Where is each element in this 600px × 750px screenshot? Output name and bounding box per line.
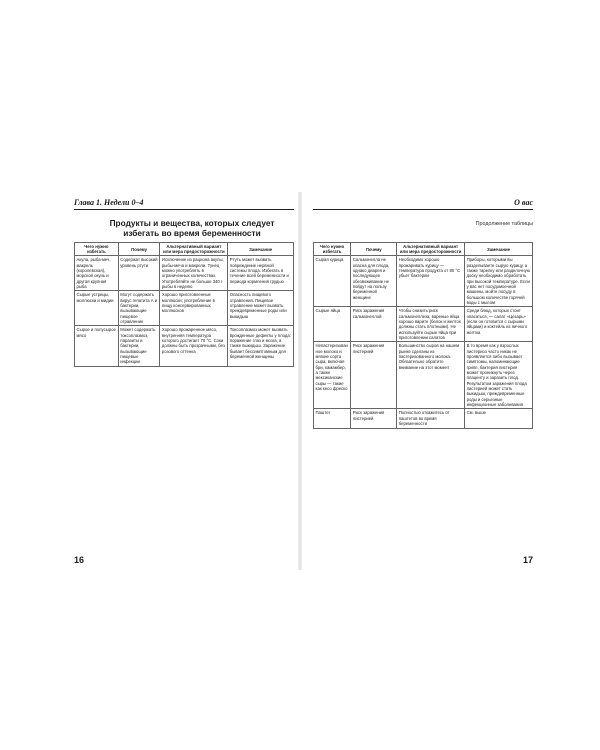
table-row — [314, 256, 533, 307]
table-cell: Чтобы снизить риск сальмонеллеза, вареные яйца хорошо варите (белок и желток должны стать плотными). Не используйте сырые яйца при приготовлении салатов — [397, 307, 465, 342]
table-cell: Содержат высокий уровень ртути — [118, 256, 160, 291]
continuation-note: Продолжение таблицы — [475, 221, 533, 227]
table-cell: Исключение из рациона акулы, рыбы-меча и макрели. Тунец можно употреблять в ограниченных количествах. Употребляйте не больше 340 г рыбы в неделю — [160, 256, 228, 291]
column-header: Почему — [118, 243, 160, 256]
table-cell: Полностью откажитесь от паштетов во время беременности — [397, 409, 465, 428]
table-cell: Риск заражения сальмонеллой — [351, 307, 397, 342]
table-cell: Среди блюд, которых стоит опасаться, — салат «Цезарь» (если он готовится с сырыми яйцами) и коктейль из яичного желтка — [465, 307, 533, 342]
table-cell: Опасность пищевого отравления. Пищевое отравление может вызвать преждевременные роды или выкидыш — [228, 291, 294, 326]
table-cell: Приборы, которыми вы разделываете сырую курицу, а также тарелку или разделочную доску необходимо обработать при высокой температуре. Если у вас нет посудомоечной машины, мойте посуду в большом количестве горячей воды с мылом — [465, 256, 533, 307]
table-header-row — [314, 243, 533, 256]
foods-table — [74, 242, 294, 367]
table-cell: Риск заражения листерией — [351, 409, 397, 428]
column-header: Альтернативный вариант или мера предосторожности — [160, 243, 228, 256]
page-number: 16 — [74, 555, 85, 565]
table-cell: Хорошо приготовленные моллюски; употребление в пищу консервированных моллюсков — [160, 291, 228, 326]
table-cell: Риск заражения листерией — [351, 342, 397, 409]
running-head: О вас — [514, 198, 533, 207]
table-cell: Сырая курица — [314, 256, 351, 307]
table-cell: Сальмонелла не опасна для плода, однако диарея и последующее обезвоживание не пойдут на пользу беременной женщине — [351, 256, 397, 307]
table-cell: Сырое и полусырое мясо — [75, 326, 119, 366]
table-cell: Может содержать токсоплазмоз, паразиты и бактерии, вызывающие пищевые инфекции — [118, 326, 160, 366]
table-cell: См. выше — [465, 409, 533, 428]
column-header: Почему — [351, 243, 397, 256]
column-header: Чего нужно избегать — [314, 243, 351, 256]
column-header: Замечание — [465, 243, 533, 256]
book-spine — [298, 192, 302, 570]
foods-table-continued — [313, 242, 533, 429]
column-header: Чего нужно избегать — [75, 243, 119, 256]
table-cell: Паштет — [314, 409, 351, 428]
table-cell: Непастеризованное молоко и мягкие сорта сыра, включая бри, камамбер, а также мексиканские сыры — такие как кесо фреско — [314, 342, 351, 409]
table-title: Продукты и вещества, которых следует избегать во время беременности — [109, 218, 275, 238]
column-header: Замечание — [228, 243, 294, 256]
header-rule — [313, 209, 533, 210]
page-number: 17 — [522, 555, 533, 565]
table-cell: Токсоплазмоз может вызвать врожденные дефекты у плода: поражение глаз и мозга, а также выкидыш. Заражение бывает бессимптомным для беременной женщины — [228, 326, 294, 366]
running-head: Глава 1. Недели 0–4 — [74, 198, 144, 207]
table-cell: В то время как у взрослых листериоз часто никак не проявляется либо вызывает симптомы, напоминающие грипп, бактерия листерия может проникнуть через плаценту и заразить плод. Результатом заражения плода листерией может стать выкидыш, преждевременные роды и серьезные инфекционные заболевания — [465, 342, 533, 409]
table-cell: Акула, рыба-меч, макрель (королевская), морской окунь и другая крупная рыба — [75, 256, 119, 291]
table-cell: Хорошо прожаренное мясо, внутренняя температура которого достигает 70 °С. Соки должны быть прозрачными, без розового оттенка — [160, 326, 228, 366]
table-cell: Ртуть может вызвать повреждение нервной системы плода. Избегать в течение всей беременности и периода кормления грудью — [228, 256, 294, 291]
header-rule — [74, 209, 294, 210]
table-row — [75, 291, 294, 326]
table-row — [75, 256, 294, 291]
table-header-row — [75, 243, 294, 256]
table-row — [314, 342, 533, 409]
table-row — [314, 307, 533, 342]
table-cell: Необходимо хорошо прожаривать курицу — температура продукта от 80 °С убьет бактерии — [397, 256, 465, 307]
column-header: Альтернативный вариант или мера предосторожности — [397, 243, 465, 256]
table-row — [75, 326, 294, 366]
table-cell: Сырые устрицы, моллюски и мидии — [75, 291, 119, 326]
table-cell: Большинство сыров на нашем рынке сделаны из пастеризованного молока. Обязательно обратите внимание на этот момент — [397, 342, 465, 409]
table-row — [314, 409, 533, 428]
table-cell: Могут содержать вирус гепатита А и бактерии, вызывающие пищевое отравление — [118, 291, 160, 326]
table-cell: Сырые яйца — [314, 307, 351, 342]
